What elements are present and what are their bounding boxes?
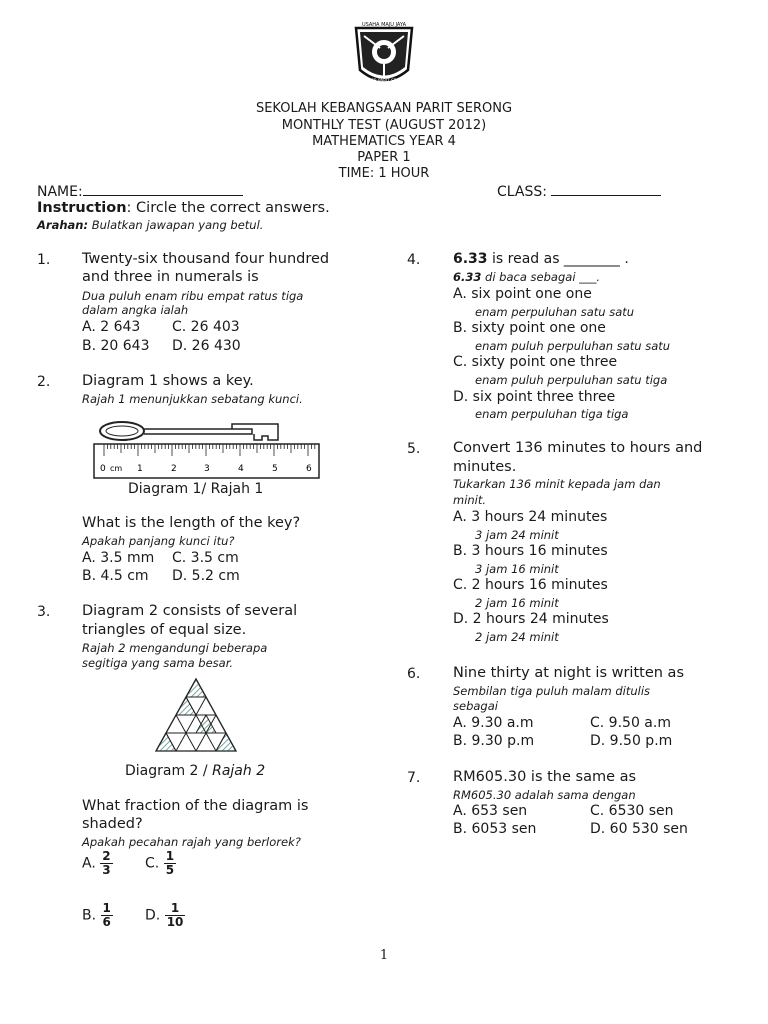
q5-option-a-malay: 3 jam 24 minit — [475, 528, 559, 542]
q4-malay: 6.33 di baca sebagai ___. — [453, 270, 601, 284]
q6-number: 6. — [407, 666, 421, 682]
q7-number: 7. — [407, 770, 421, 786]
q5-option-d[interactable]: D. 2 hours 24 minutes — [453, 611, 609, 627]
ruler-label-2: 2 — [171, 464, 177, 474]
q3-question-1: What fraction of the diagram is — [82, 798, 309, 814]
q4-number: 4. — [407, 252, 421, 268]
class-label: CLASS: — [497, 184, 547, 200]
school-name: SEKOLAH KEBANGSAAN PARIT SERONG — [255, 101, 513, 116]
q6-option-d[interactable]: D. 9.50 p.m — [590, 733, 673, 749]
q7-option-a[interactable]: A. 653 sen — [453, 803, 528, 819]
q7-text: RM605.30 is the same as — [453, 769, 637, 785]
page-number: 1 — [379, 948, 389, 963]
ruler-label-3: 3 — [204, 464, 210, 474]
key-icon — [100, 422, 278, 440]
q1-option-c[interactable]: C. 26 403 — [172, 319, 240, 335]
q3-text-2: triangles of equal size. — [82, 622, 247, 638]
ruler-label-6: 6 — [306, 464, 312, 474]
q4-option-c-malay: enam puluh perpuluhan satu tiga — [475, 373, 668, 387]
q7-option-d[interactable]: D. 60 530 sen — [590, 821, 688, 837]
q2-question: What is the length of the key? — [82, 515, 301, 531]
logo-motto: USAHA MAJU JAYA — [361, 22, 407, 28]
q7-malay: RM605.30 adalah sama dengan — [453, 788, 636, 802]
q2-option-d[interactable]: D. 5.2 cm — [172, 568, 240, 584]
ruler-label-0: 0 — [100, 464, 106, 474]
q2-malay: Rajah 1 menunjukkan sebatang kunci. — [82, 392, 303, 406]
q5-option-c-malay: 2 jam 16 minit — [475, 596, 559, 610]
q3-malay-2: segitiga yang sama besar. — [82, 656, 234, 670]
subject-title: MATHEMATICS YEAR 4 — [312, 134, 456, 149]
q3-question-2: shaded? — [82, 816, 143, 832]
name-blank[interactable] — [83, 183, 243, 196]
q6-text: Nine thirty at night is written as — [453, 665, 684, 681]
q3-option-c[interactable]: C. $\frac{1}{5}$ — [145, 849, 175, 877]
q4-option-d[interactable]: D. six point three three — [453, 389, 616, 405]
q4-option-a-malay: enam perpuluhan satu satu — [475, 305, 635, 319]
q5-number: 5. — [407, 441, 421, 457]
q3-option-d[interactable]: D. $\frac{1}{10}$ — [145, 901, 184, 929]
diagram-2-triangles — [154, 677, 238, 753]
q5-malay-1: Tukarkan 136 minit kepada jam dan — [453, 477, 661, 491]
ruler-label-5: 5 — [272, 464, 278, 474]
ruler-label-cm: cm — [110, 464, 123, 473]
ruler-label-4: 4 — [238, 464, 244, 474]
q7-option-b[interactable]: B. 6053 sen — [453, 821, 537, 837]
q5-option-b[interactable]: B. 3 hours 16 minutes — [453, 543, 608, 559]
diagram-2-caption: Diagram 2 / Rajah 2 — [125, 763, 266, 779]
q4-option-b[interactable]: B. sixty point one one — [453, 320, 606, 336]
q2-text: Diagram 1 shows a key. — [82, 373, 254, 389]
q5-option-c[interactable]: C. 2 hours 16 minutes — [453, 577, 608, 593]
instruction: Instruction: Circle the correct answers. — [37, 200, 330, 216]
diagram-1-key-ruler — [92, 418, 322, 480]
q1-number: 1. — [37, 252, 51, 268]
q6-malay-2: sebagai — [453, 699, 498, 713]
class-field[interactable] — [497, 183, 661, 201]
q4-text: 6.33 is read as ________ . — [453, 251, 629, 267]
q1-option-a[interactable]: A. 2 643 — [82, 319, 141, 335]
q6-malay-1: Sembilan tiga puluh malam ditulis — [453, 684, 651, 698]
q2-question-malay: Apakah panjang kunci itu? — [82, 534, 235, 548]
q1-option-d[interactable]: D. 26 430 — [172, 338, 241, 354]
time-title: TIME: 1 HOUR — [338, 166, 430, 181]
ruler-label-1: 1 — [137, 464, 143, 474]
q6-option-b[interactable]: B. 9.30 p.m — [453, 733, 535, 749]
q3-option-a[interactable]: A. $\frac{2}{3}$ — [82, 849, 111, 877]
q5-malay-2: minit. — [453, 493, 487, 507]
q3-malay-1: Rajah 2 mengandungi beberapa — [82, 641, 268, 655]
name-field[interactable] — [37, 183, 243, 201]
q5-text-2: minutes. — [453, 459, 517, 475]
q1-malay-2: dalam angka ialah — [82, 303, 189, 317]
test-title: MONTHLY TEST (AUGUST 2012) — [281, 118, 487, 133]
q2-option-b[interactable]: B. 4.5 cm — [82, 568, 149, 584]
q2-number: 2. — [37, 374, 51, 390]
ruler — [94, 444, 319, 478]
q2-option-c[interactable]: C. 3.5 cm — [172, 550, 239, 566]
q1-text-2: and three in numerals is — [82, 269, 259, 285]
q5-text-1: Convert 136 minutes to hours and — [453, 440, 703, 456]
q5-option-a[interactable]: A. 3 hours 24 minutes — [453, 509, 608, 525]
q4-option-b-malay: enam puluh perpuluhan satu satu — [475, 339, 671, 353]
q3-option-b[interactable]: B. $\frac{1}{6}$ — [82, 901, 111, 929]
q1-text-1: Twenty-six thousand four hundred — [82, 251, 330, 267]
diagram-1-caption: Diagram 1/ Rajah 1 — [128, 481, 264, 497]
q1-option-b[interactable]: B. 20 643 — [82, 338, 150, 354]
q4-option-d-malay: enam perpuluhan tiga tiga — [475, 407, 629, 421]
q3-text-1: Diagram 2 consists of several — [82, 603, 298, 619]
q5-option-b-malay: 3 jam 16 minit — [475, 562, 559, 576]
q6-option-a[interactable]: A. 9.30 a.m — [453, 715, 534, 731]
name-label: NAME: — [37, 184, 83, 200]
q6-option-c[interactable]: C. 9.50 a.m — [590, 715, 671, 731]
school-logo — [350, 20, 418, 92]
q4-option-c[interactable]: C. sixty point one three — [453, 354, 618, 370]
q2-option-a[interactable]: A. 3.5 mm — [82, 550, 155, 566]
q4-option-a[interactable]: A. six point one one — [453, 286, 592, 302]
arahan: Arahan: Bulatkan jawapan yang betul. — [37, 218, 264, 232]
q3-number: 3. — [37, 604, 51, 620]
class-blank[interactable] — [551, 183, 661, 196]
q1-malay-1: Dua puluh enam ribu empat ratus tiga — [82, 289, 304, 303]
q5-option-d-malay: 2 jam 24 minit — [475, 630, 559, 644]
logo-school-name: SEK KEB PARIT SERONG — [358, 78, 410, 83]
q3-question-malay: Apakah pecahan rajah yang berlorek? — [82, 835, 301, 849]
q7-option-c[interactable]: C. 6530 sen — [590, 803, 674, 819]
paper-title: PAPER 1 — [357, 150, 411, 165]
